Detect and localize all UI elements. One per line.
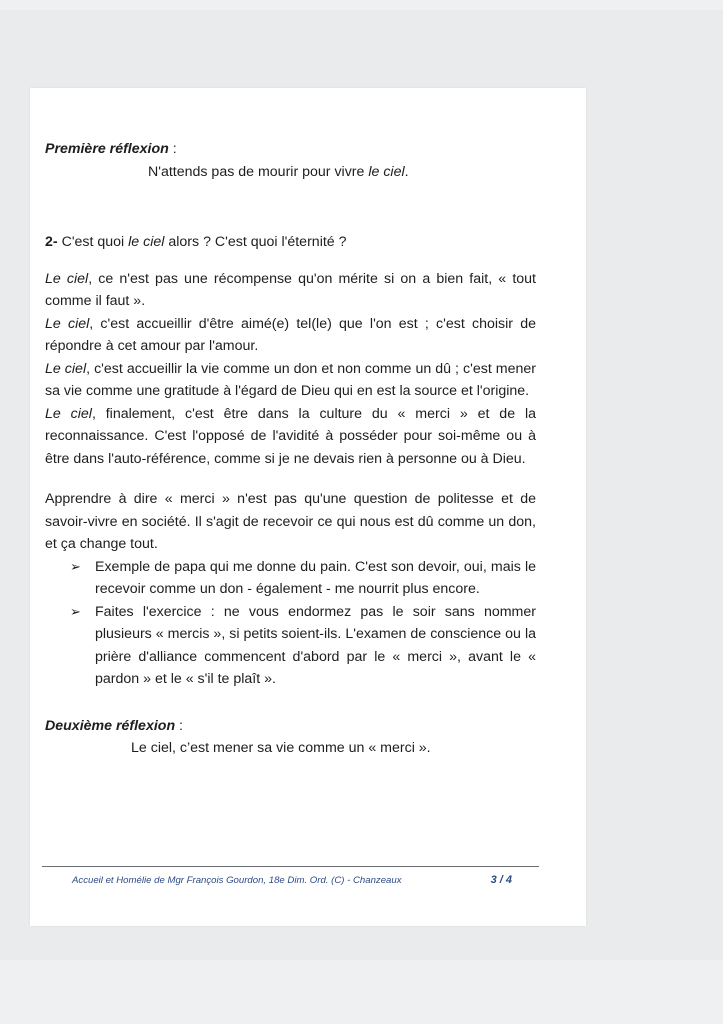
paragraph-text: , c'est accueillir la vie comme un don et non comme un dû ; c'est mener sa vie comme une gratitude à l'égard de Dieu qui en est la source et l'origine.	[45, 360, 537, 399]
paragraph-text: , finalement, c'est être dans la culture du « merci » et de la reconnaissance. C'est l'opposé de l'avidité à posséder pour soi-même ou à être dans l'auto-référence, comme si je ne devais rien à personne ou à Dieu.	[45, 405, 536, 467]
paragraph-em: Le ciel	[45, 315, 90, 332]
paragraph-em: Le ciel	[45, 270, 89, 287]
bullet-text: Faites l'exercice : ne vous endormez pas le soir sans nommer plusieurs « mercis », si petits soient-ils. L'examen de conscience ou la prière d'alliance commencent d'abord par le « merci », avant le « pardon » et le « s'il te plaît ».	[95, 603, 536, 687]
paragraph-text: , c'est accueillir d'être aimé(e) tel(le) que l'on est ; c'est choisir de répondre à cet amour par l'amour.	[45, 315, 536, 354]
premiere-text-after: .	[404, 163, 409, 180]
page-footer	[72, 875, 512, 886]
deuxieme-heading-text: Deuxième réflexion	[45, 717, 176, 734]
question-part-2: alors ? C'est quoi l'éternité ?	[164, 234, 347, 250]
deuxieme-reflexion-heading	[45, 715, 536, 738]
paragraph-ciel-3	[45, 358, 536, 403]
premiere-text-em: le ciel	[368, 163, 405, 180]
paragraph-apprendre: Apprendre à dire « merci » n'est pas qu'une question de politesse et de savoir-vivre en société. Il s'agit de recevoir ce qui nous est dû comme un don, et ça change tout.	[45, 491, 536, 552]
premiere-text-before: N'attends pas de mourir pour vivre	[148, 163, 369, 180]
footer-text: Accueil et Homélie de Mgr François Gourdon, 18e Dim. Ord. (C) - Chanzeaux	[72, 875, 402, 886]
question-em: le ciel	[128, 234, 165, 250]
bullet-list	[45, 556, 536, 691]
bullet-text: Exemple de papa qui me donne du pain. C'est son devoir, oui, mais le recevoir comme un don - également - me nourrit plus encore.	[95, 558, 536, 597]
question-number: 2-	[45, 234, 58, 250]
arrowhead-bullet-icon: ➢	[70, 603, 81, 619]
page-content	[45, 138, 536, 760]
footer-divider	[42, 866, 539, 867]
bullet-item	[45, 601, 536, 691]
paragraph-ciel-1	[45, 268, 536, 313]
paragraph-text: , ce n'est pas une récompense qu'on mérite si on a bien fait, « tout comme il faut ».	[45, 270, 536, 309]
question-part-1: C'est quoi	[57, 234, 129, 250]
premiere-reflexion-text	[148, 161, 536, 184]
premiere-reflexion-heading	[45, 138, 536, 161]
premiere-heading-colon: :	[168, 141, 177, 157]
paragraph-em: Le ciel	[45, 360, 87, 377]
page-number: 3 / 4	[490, 874, 512, 886]
document-page	[30, 88, 586, 926]
paragraph-ciel-4	[45, 403, 536, 471]
premiere-heading-text: Première réflexion	[45, 141, 169, 157]
deuxieme-heading-colon: :	[175, 717, 183, 734]
bullet-item	[45, 556, 536, 601]
deuxieme-reflexion-text: Le ciel, c’est mener sa vie comme un « merci ».	[131, 740, 431, 756]
section-question	[45, 231, 536, 254]
paragraph-em: Le ciel	[45, 405, 92, 422]
arrowhead-bullet-icon: ➢	[70, 558, 81, 574]
paragraph-ciel-2	[45, 313, 536, 358]
